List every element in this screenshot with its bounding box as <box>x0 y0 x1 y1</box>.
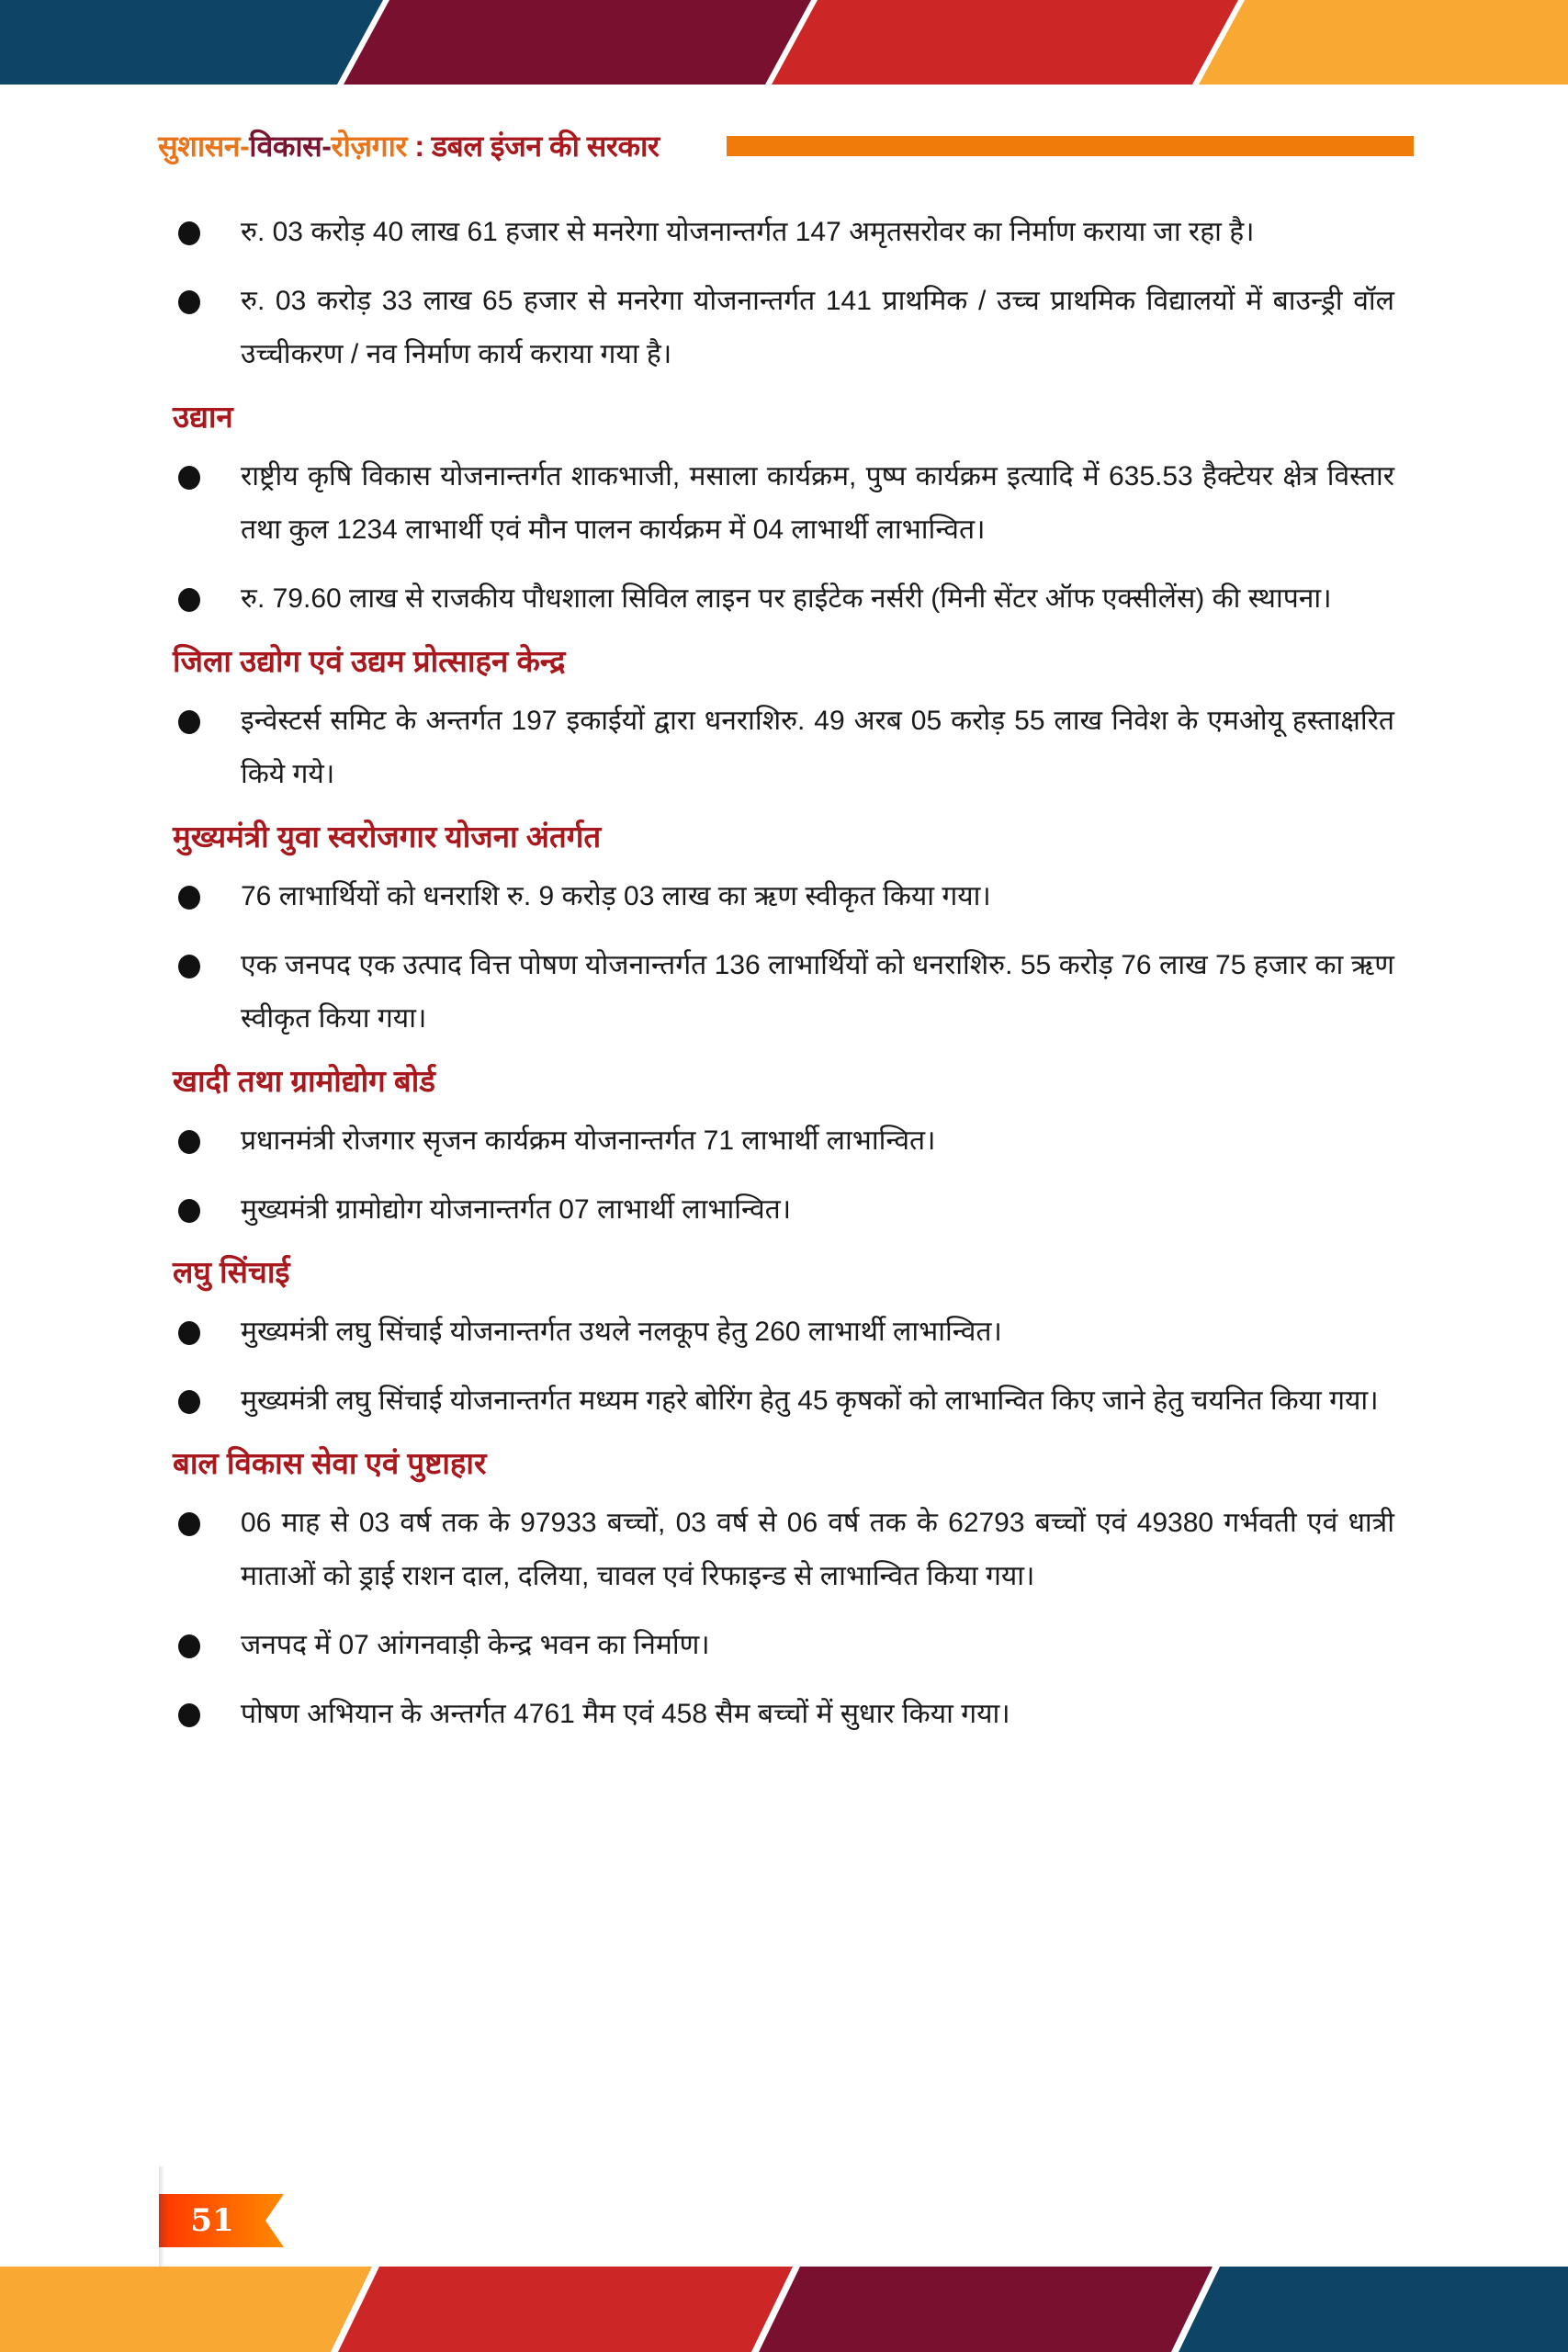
list-item <box>173 572 1394 626</box>
list-item <box>173 450 1394 557</box>
bullet-icon <box>178 1321 200 1345</box>
section-heading: खादी तथा ग्रामोद्योग बोर्ड <box>173 1064 435 1098</box>
bullet-icon <box>178 1512 200 1536</box>
list-item <box>173 1497 1394 1603</box>
bullet-icon <box>178 466 200 490</box>
page-content <box>173 206 1394 1757</box>
bullet-text: रु. 03 करोड़ 40 लाख 61 हजार से मनरेगा योजनान्तर्गत 147 अमृतसरोवर का निर्माण कराया जा रहा है। <box>241 217 1255 247</box>
section-heading: लघु सिंचाई <box>173 1255 290 1289</box>
bullet-text: मुख्यमंत्री लघु सिंचाई योजनान्तर्गत उथले नलकूप हेतु 260 लाभार्थी लाभान्वित। <box>241 1317 1002 1347</box>
header-accent-bar <box>727 136 1414 156</box>
running-title-part-vikas: विकास- <box>249 130 332 163</box>
bullet-text: राष्ट्रीय कृषि विकास योजनान्तर्गत शाकभाजी, मसाला कार्यक्रम, पुष्प कार्यक्रम इत्यादि में 635.53 हैक्टेयर क्षेत्र विस्तार तथा कुल 1234 लाभार्थी एवं मौन पालन कार्यक्रम में 04 लाभार्थी लाभान्वित। <box>241 461 1394 545</box>
bullet-icon <box>178 1703 200 1727</box>
list-item <box>173 1688 1394 1741</box>
running-title-part-rozgar: रोज़गार <box>331 130 407 163</box>
bullet-text: एक जनपद एक उत्पाद वित्त पोषण योजनान्तर्गत 136 लाभार्थियों को धनराशिरु. 55 करोड़ 76 लाख 75 हजार का ऋण स्वीकृत किया गया। <box>241 950 1394 1034</box>
section-khadi-board <box>173 1061 1394 1237</box>
bottom-stripe-red <box>338 2267 793 2352</box>
bullet-text: रु. 03 करोड़ 33 लाख 65 हजार से मनरेगा योजनान्तर्गत 141 प्राथमिक / उच्च प्राथमिक विद्यालयों में बाउन्ड्री वॉल उच्चीकरण / नव निर्माण कार्य कराया गया है। <box>241 286 1394 369</box>
bullet-text: मुख्यमंत्री लघु सिंचाई योजनान्तर्गत मध्यम गहरे बोरिंग हेतु 45 कृषकों को लाभान्वित किए जाने हेतु चयनित किया गया। <box>241 1385 1379 1416</box>
bottom-stripe-maroon <box>759 2267 1213 2352</box>
list-item <box>173 1114 1394 1168</box>
running-title-part-double-engine: : डबल इंजन की सरकार <box>406 130 660 163</box>
bullet-list <box>173 450 1394 626</box>
list-item <box>173 206 1394 259</box>
bullet-icon <box>178 290 200 314</box>
list-item <box>173 275 1394 381</box>
section-child-development <box>173 1443 1394 1741</box>
running-header <box>158 123 1416 169</box>
section-district-industry <box>173 641 1394 801</box>
bullet-icon <box>178 221 200 245</box>
top-stripe-red <box>772 0 1238 85</box>
bullet-icon <box>178 1390 200 1414</box>
bullet-text: मुख्यमंत्री ग्रामोद्योग योजनान्तर्गत 07 लाभार्थी लाभान्वित। <box>241 1194 792 1225</box>
section-heading: उद्यान <box>173 400 233 434</box>
bottom-stripe-blue <box>1179 2267 1568 2352</box>
bottom-stripe-orange <box>0 2267 372 2352</box>
bullet-list <box>173 695 1394 801</box>
bullet-text: 06 माह से 03 वर्ष तक के 97933 बच्चों, 03 वर्ष से 06 वर्ष तक के 62793 बच्चों एवं 49380 गर्भवती एवं धात्री माताओं को ड्राई राशन दाल, दलिया, चावल एवं रिफाइन्ड से लाभान्वित किया गया। <box>241 1508 1394 1591</box>
bullet-list <box>173 870 1394 1046</box>
section-minor-irrigation <box>173 1252 1394 1428</box>
section-heading: मुख्यमंत्री युवा स्वरोजगार योजना अंतर्गत <box>173 820 602 854</box>
top-stripe-maroon <box>344 0 811 85</box>
bullet-icon <box>178 1130 200 1154</box>
running-header-title <box>158 123 659 169</box>
section-horticulture <box>173 397 1394 626</box>
bullet-icon <box>178 1199 200 1223</box>
bullet-text: प्रधानमंत्री रोजगार सृजन कार्यक्रम योजनान्तर्गत 71 लाभार्थी लाभान्वित। <box>241 1125 936 1156</box>
list-item <box>173 695 1394 801</box>
list-item <box>173 1306 1394 1359</box>
bullet-list <box>173 1306 1394 1428</box>
list-item <box>173 1374 1394 1428</box>
bullet-list <box>173 1114 1394 1237</box>
bullet-icon <box>178 1634 200 1658</box>
top-stripe-orange <box>1199 0 1568 85</box>
bullet-text: पोषण अभियान के अन्तर्गत 4761 मैम एवं 458 सैम बच्चों में सुधार किया गया। <box>241 1699 1010 1729</box>
bullet-text: जनपद में 07 आंगनवाड़ी केन्द्र भवन का निर्माण। <box>241 1630 710 1660</box>
page-number: 51 <box>190 2202 234 2239</box>
bullet-icon <box>178 588 200 612</box>
section-heading: बाल विकास सेवा एवं पुष्टाहार <box>173 1446 487 1480</box>
intro-bullet-list <box>173 206 1394 381</box>
top-decorative-stripes <box>0 0 1568 85</box>
section-heading: जिला उद्योग एवं उद्यम प्रोत्साहन केन्द्र <box>173 644 566 678</box>
top-stripes-graphic <box>0 0 1568 85</box>
list-item <box>173 870 1394 923</box>
page-number-tab <box>159 2194 284 2247</box>
running-title-part-sushasan: सुशासन- <box>158 130 250 163</box>
bullet-text: 76 लाभार्थियों को धनराशि रु. 9 करोड़ 03 लाख का ऋण स्वीकृत किया गया। <box>241 881 991 911</box>
bullet-icon <box>178 886 200 910</box>
section-youth-self-employment <box>173 817 1394 1046</box>
list-item <box>173 1619 1394 1672</box>
bullet-list <box>173 1497 1394 1741</box>
top-stripe-blue <box>0 0 383 85</box>
bullet-text: इन्वेस्टर्स समिट के अन्तर्गत 197 इकाईयों द्वारा धनराशिरु. 49 अरब 05 करोड़ 55 लाख निवेश के एमओयू हस्ताक्षरित किये गये। <box>241 706 1394 789</box>
list-item <box>173 1183 1394 1237</box>
bullet-icon <box>178 955 200 978</box>
bottom-stripes-graphic <box>0 2267 1568 2352</box>
bullet-text: रु. 79.60 लाख से राजकीय पौधशाला सिविल लाइन पर हाईटेक नर्सरी (मिनी सेंटर ऑफ एक्सीलेंस) की स्थापना। <box>241 583 1332 614</box>
bullet-icon <box>178 710 200 734</box>
list-item <box>173 939 1394 1046</box>
bottom-decorative-stripes <box>0 2267 1568 2352</box>
